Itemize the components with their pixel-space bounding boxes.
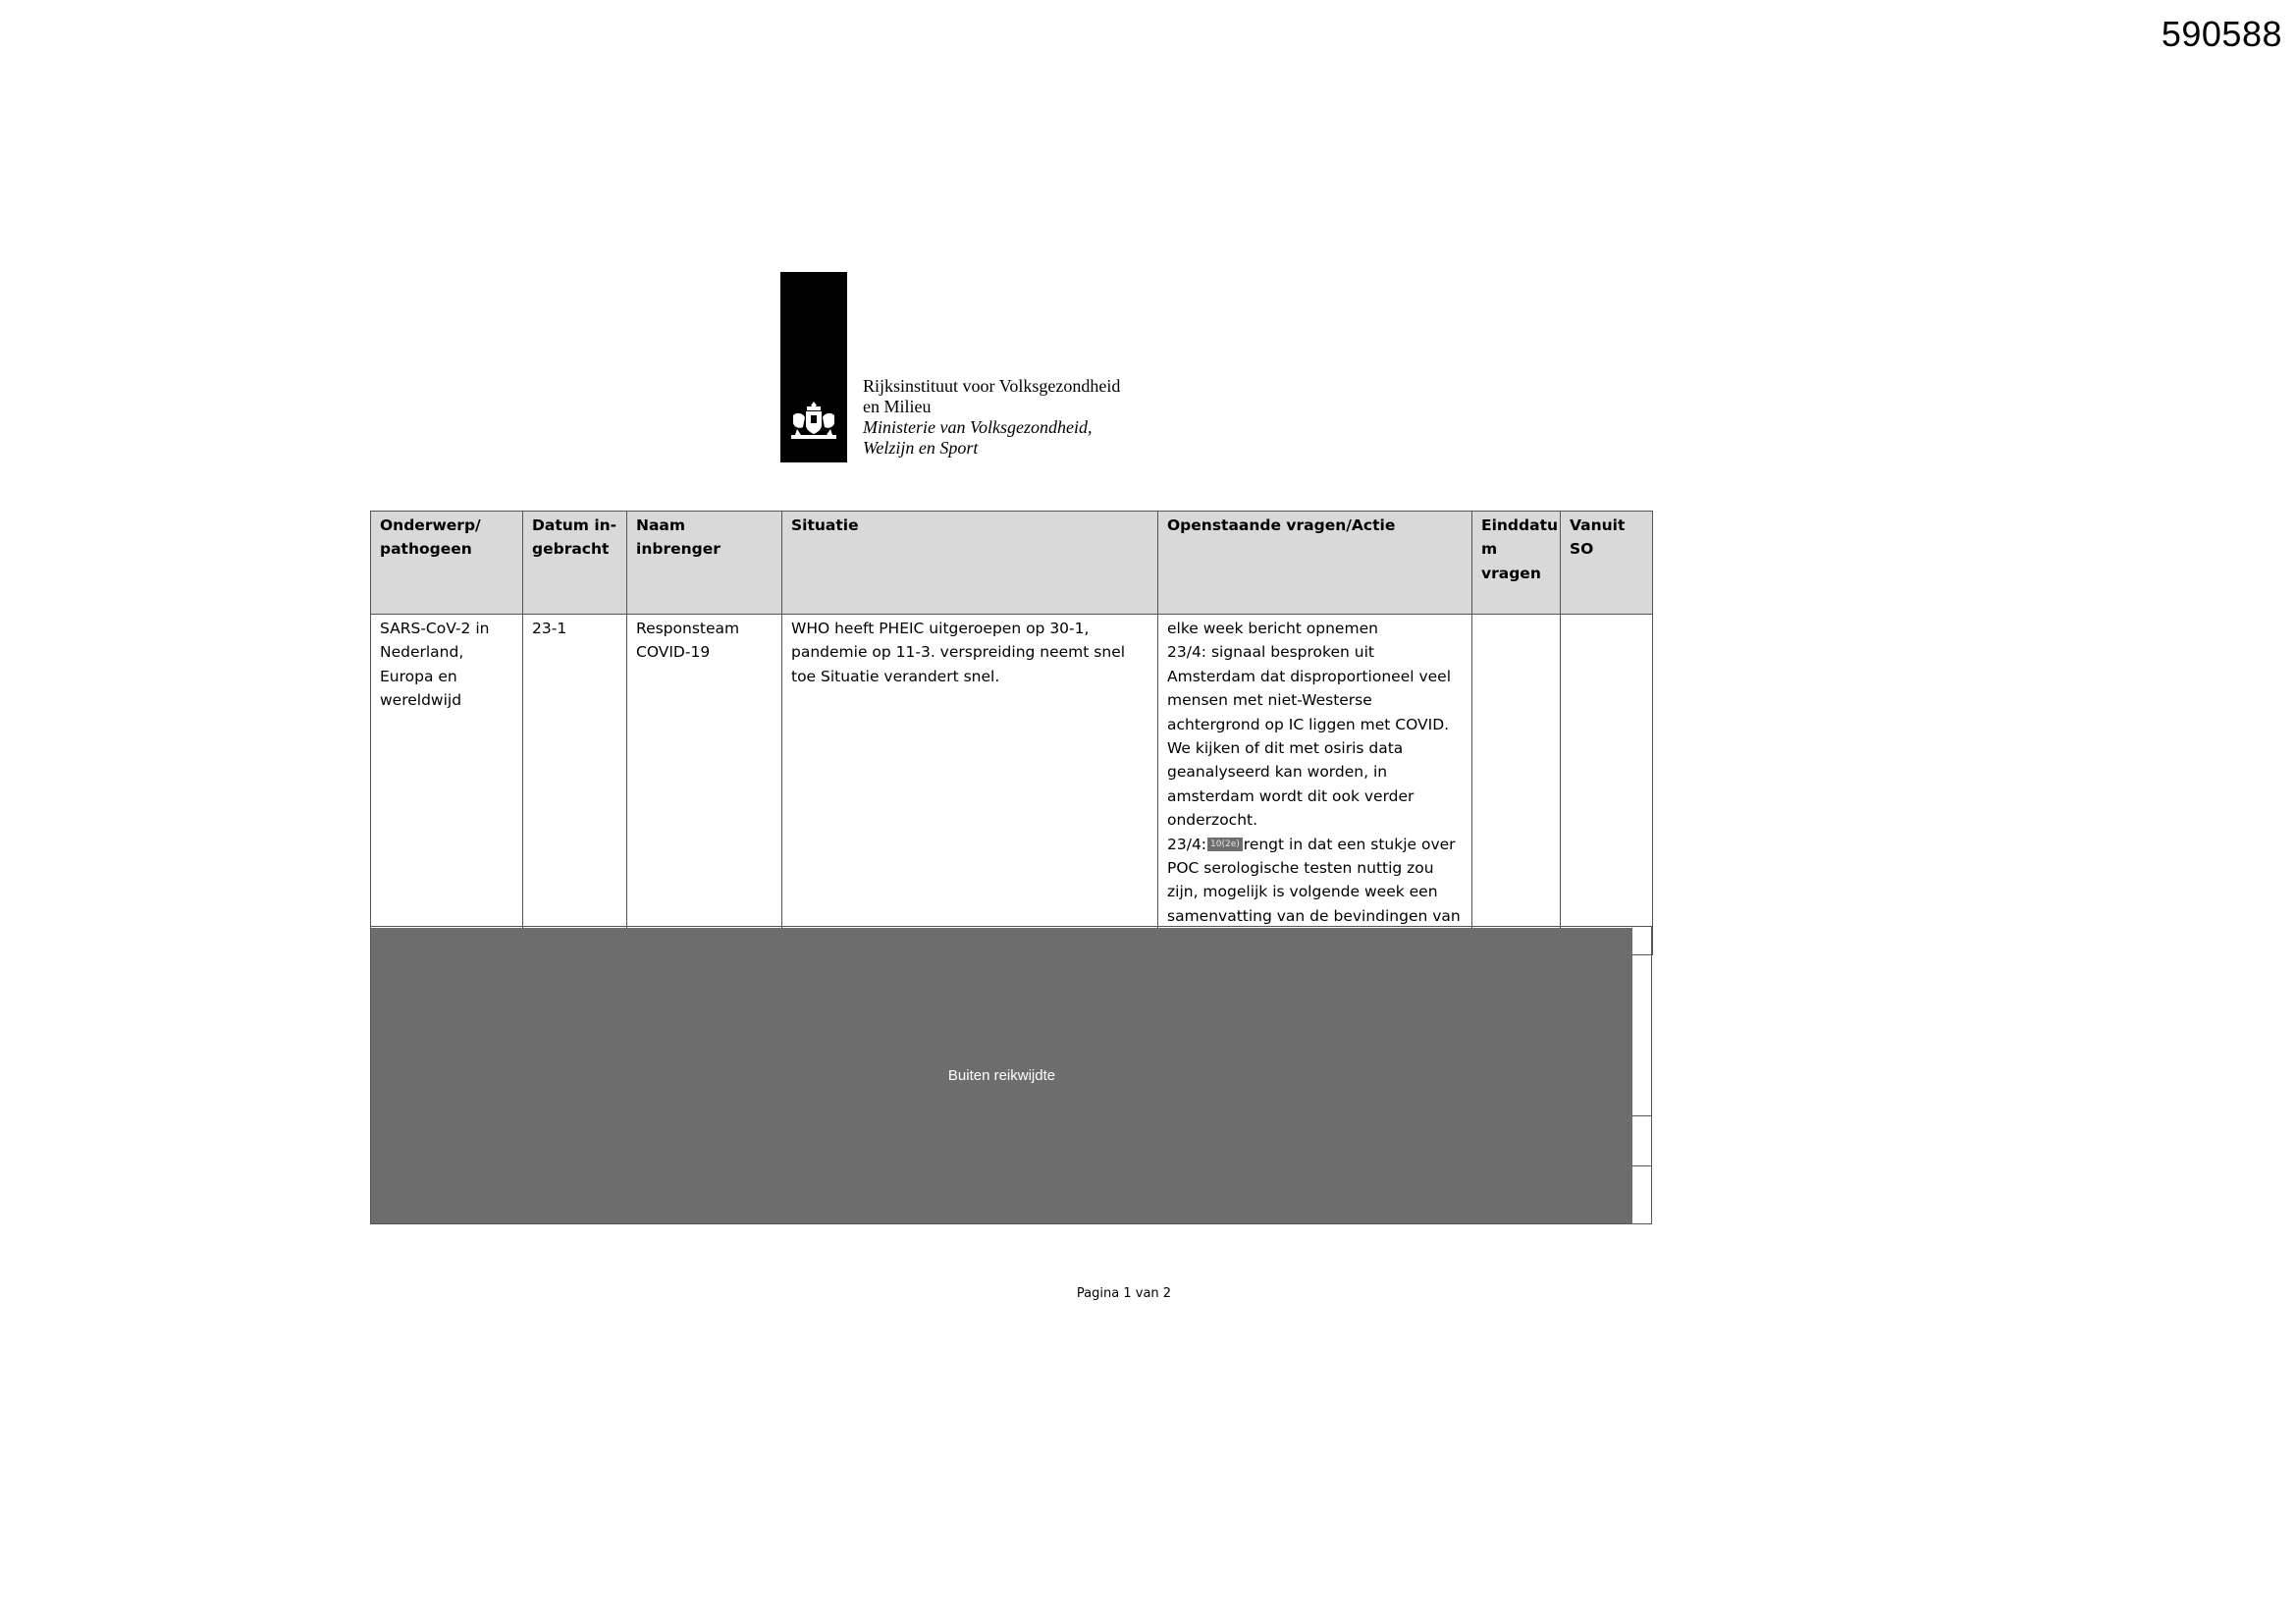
cell-questions: [1158, 615, 1472, 955]
document-number: 590588: [2161, 14, 2282, 54]
cell-date: 23-1: [523, 615, 627, 955]
header-submitter: Naam inbrenger: [627, 512, 782, 615]
ministry-name-line1: Ministerie van Volksgezondheid,: [863, 417, 1093, 437]
header-subject: Onderwerp/ pathogeen: [371, 512, 523, 615]
table-row: [371, 615, 1653, 955]
logo-bar: [780, 272, 847, 462]
inline-redaction: 10(2e): [1207, 838, 1243, 851]
cell-since: [1561, 615, 1653, 955]
header-since: Vanuit SO: [1561, 512, 1653, 615]
header-end-date: Einddatu m vragen: [1472, 512, 1561, 615]
questions-c-prefix: 23/4:: [1167, 835, 1207, 853]
cell-situation: WHO heeft PHEIC uitgeroepen op 30-1, pandemie op 11-3. verspreiding neemt snel toe Situatie verandert snel.: [782, 615, 1158, 955]
table-header-row: [371, 512, 1653, 615]
cell-end-date: [1472, 615, 1561, 955]
institute-name-line1: Rijksinstituut voor Volksgezondheid: [863, 376, 1121, 396]
logo-text: [863, 376, 1120, 459]
questions-c-text: rengt in dat een stukje over POC serologische testen nuttig zou zijn, mogelijk is volgende week een samenvatting van de bevindingen van: [1167, 835, 1461, 925]
table-row-divider: [1632, 1165, 1652, 1166]
redaction-block: [371, 928, 1632, 1223]
table-row-divider: [1632, 1115, 1652, 1116]
header-questions: Openstaande vragen/Actie: [1158, 512, 1472, 615]
header-situation: Situatie: [782, 512, 1158, 615]
header-date: Datum in-gebracht: [523, 512, 627, 615]
cell-subject: SARS-CoV-2 in Nederland, Europa en wereldwijd: [371, 615, 523, 955]
institute-name-line2: en Milieu: [863, 397, 932, 416]
rivm-logo: [780, 272, 1120, 462]
redaction-label: Buiten reikwijdte: [947, 1067, 1056, 1084]
topics-table: [370, 511, 1653, 955]
page-footer: Pagina 1 van 2: [1076, 1286, 1172, 1301]
coat-of-arms-icon: [785, 396, 842, 445]
ministry-name-line2: Welzijn en Sport: [863, 438, 979, 458]
cell-submitter: Responsteam COVID-19: [627, 615, 782, 955]
questions-line-b: 23/4: signaal besproken uit Amsterdam dat disproportioneel veel mensen met niet-Westerse achtergrond op IC liggen met COVID. We kijken of dit met osiris data geanalyseerd kan worden, in amsterdam wordt dit ook verder onderzocht.: [1167, 643, 1452, 830]
questions-line-a: elke week bericht opnemen: [1167, 620, 1378, 637]
